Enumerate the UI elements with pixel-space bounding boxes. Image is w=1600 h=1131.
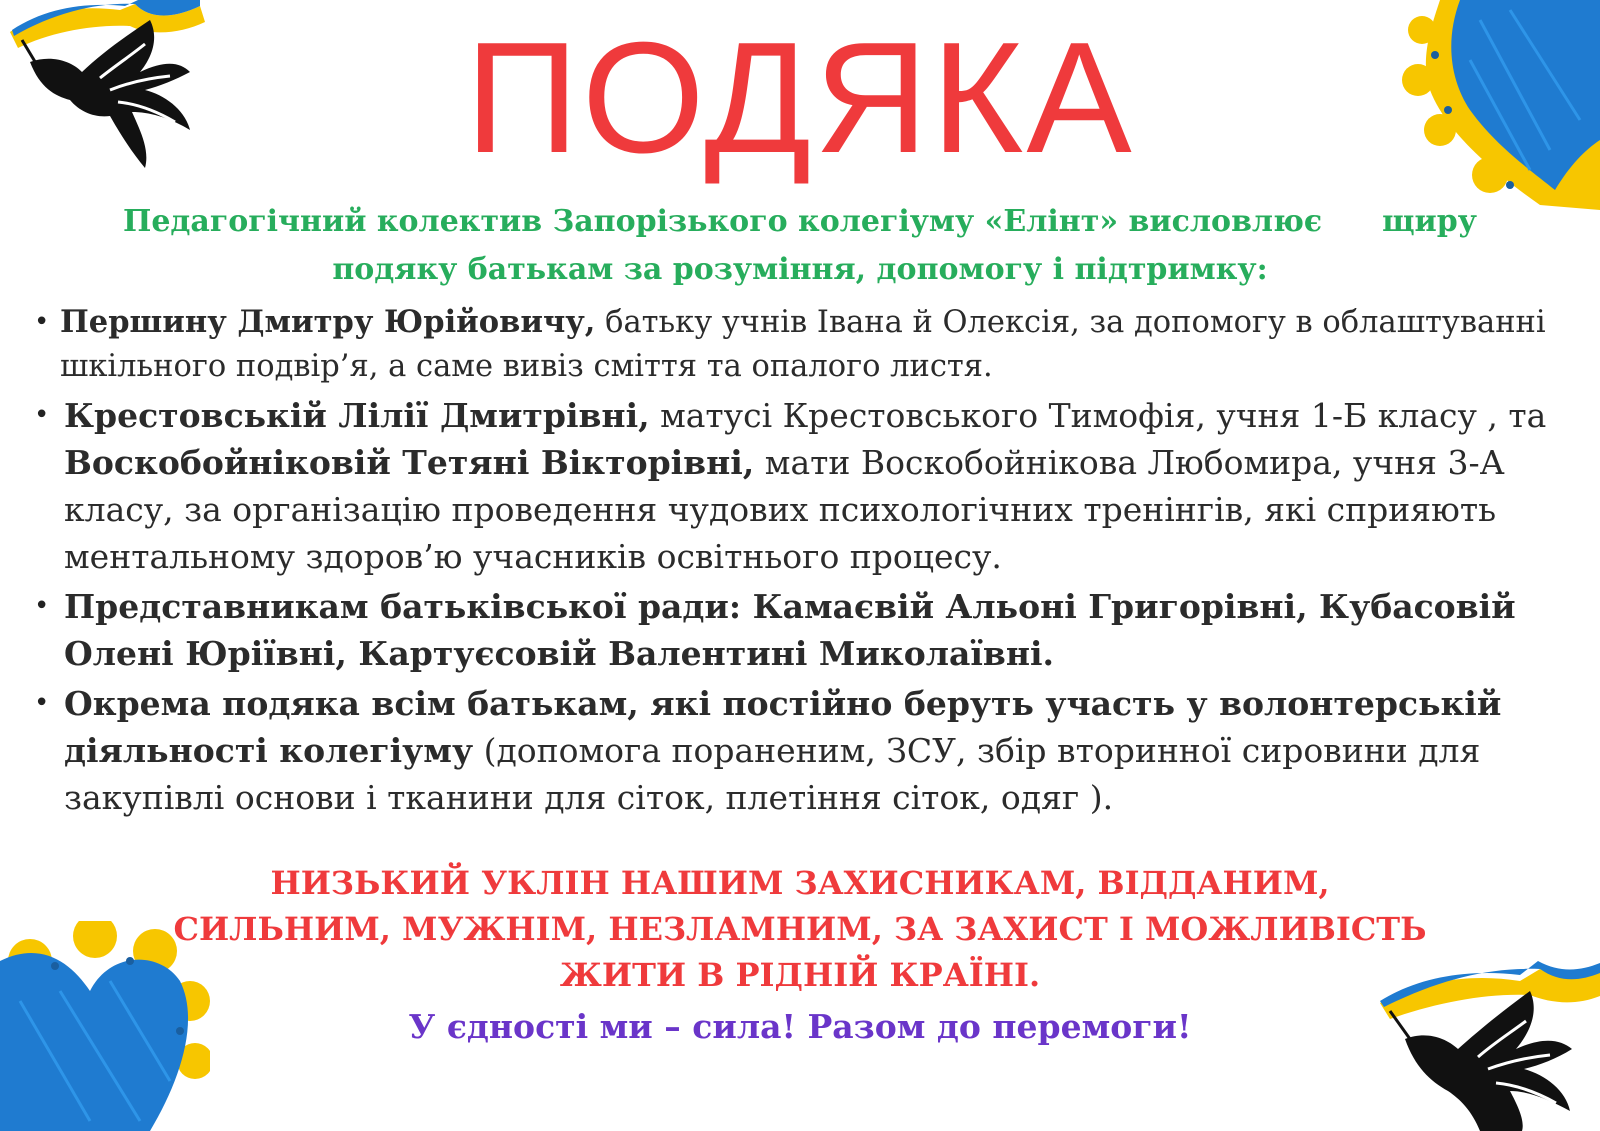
intro-line-2: подяку батькам за розуміння, допомогу і підтримку: — [332, 252, 1268, 287]
list-item — [20, 300, 1590, 389]
motto: У єдності ми – сила! Разом до перемоги! — [408, 1007, 1192, 1046]
bullet-icon: • — [34, 400, 50, 430]
item-text: батьку учнів Івана й Олексія, за допомогу в облаштуванні шкільного подвір’я, а саме вивіз сміття та опалого листя. — [60, 305, 1546, 384]
page-title: ПОДЯКА — [465, 10, 1135, 186]
item-text-2: мати Воскобойнікова Любомира, учня 3-А класу, за організацію проведення чудових психологічних тренінгів, які сприяють ментальному здоров’ю учасників освітнього процесу. — [64, 443, 1505, 576]
recipient-name-2: Воскобойніковій Тетяні Вікторівні, — [64, 443, 755, 482]
bullet-icon: • — [34, 688, 50, 718]
closing-line-3: ЖИТИ В РІДНІЙ КРАЇНІ. — [559, 956, 1041, 994]
recipient-name: Окрема подяка всім батькам, які постійно беруть участь у волонтерській діяльності колегіуму — [64, 684, 1502, 770]
intro-line-1-text: Педагогічний колектив Запорізького колегіуму «Елінт» висловлює — [123, 204, 1323, 239]
intro-line-1-end: щиру — [1382, 204, 1477, 239]
recipient-name: Крестовській Лілії Дмитрівні, — [64, 396, 650, 435]
closing-block — [0, 860, 1600, 1054]
intro-line-1 — [0, 198, 1600, 246]
item-text: матусі Крестовського Тимофія, учня 1-Б класу , та — [649, 396, 1547, 435]
list-item — [20, 583, 1590, 677]
bullet-icon: • — [34, 307, 50, 337]
closing-line-1: НИЗЬКИЙ УКЛІН НАШИМ ЗАХИСНИКАМ, ВІДДАНИМ, — [270, 864, 1330, 902]
list-item — [20, 680, 1590, 821]
thanks-list — [20, 300, 1590, 821]
bullet-icon: • — [34, 591, 50, 621]
item-text: (допомога пораненим, ЗСУ, збір вторинної сировини для закупівлі основи і тканини для сіток, плетіння сіток, одяг ). — [64, 731, 1481, 817]
closing-line-2: СИЛЬНИМ, МУЖНІМ, НЕЗЛАМНИМ, ЗА ЗАХИСТ І МОЖЛИВІСТЬ — [173, 910, 1427, 948]
recipient-name: Представникам батьківської ради: Камаєвій Альоні Григорівні, Кубасовій Олені Юріївні, Картуєсовій Валентині Миколаївні. — [64, 587, 1516, 673]
recipient-name: Першину Дмитру Юрійовичу, — [60, 304, 596, 340]
list-item — [20, 392, 1590, 580]
intro-text — [0, 198, 1600, 294]
